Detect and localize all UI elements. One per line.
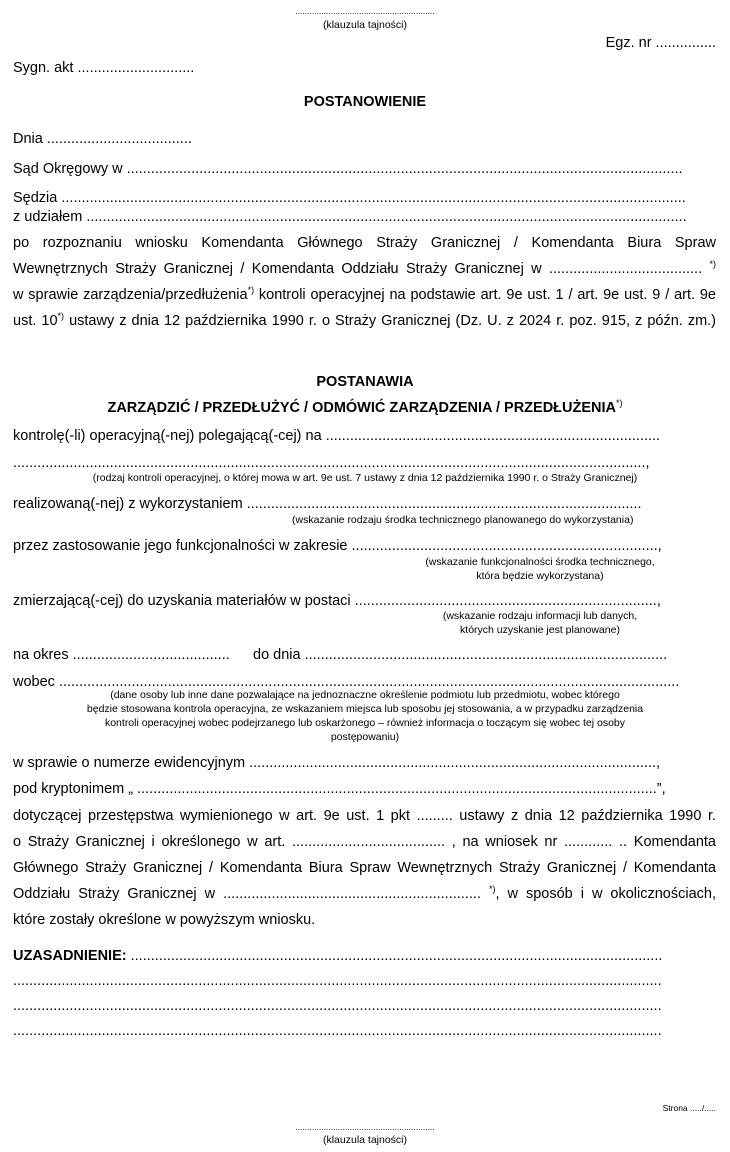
until-date-field: do dnia .......................................................................................... <box>253 647 668 663</box>
justification-line-1: ................................................................................................................................................................. <box>13 973 662 989</box>
functionality-hint-2: która będzie wykorzystana) <box>476 570 604 582</box>
judge-field: Sędzia ........................................................................................................................................................... <box>13 190 686 206</box>
functionality-row: przez zastosowanie jego funkcjonalności w zakresie ............................................................................, <box>13 538 662 554</box>
para1-line3: w sprawie zarządzenia/przedłużenia*) kontroli operacyjnej na podstawie art. 9e ust. 1 / art. 9e ust. 9 / art. 9e <box>13 285 716 303</box>
bottom-clause-dots: ........................................................... <box>295 1122 435 1132</box>
para1-line4: ust. 10*) ustawy z dnia 12 października 1990 r. o Straży Granicznej (Dz. U. z 2024 r. poz. 915, z późn. zm.) <box>13 311 717 329</box>
subject-hint-1: (dane osoby lub inne dane pozwalające na jednoznaczne określenie podmiotu lub przedmiotu, wobec którego <box>110 689 620 701</box>
offence-line-2: o Straży Granicznej i określonego w art. ...................................... , na wniosek nr ............ .. Komendanta <box>13 834 716 850</box>
subject-hint-4: postępowaniu) <box>330 731 400 743</box>
control-type-dots: ............................................................................................................................................................., <box>13 455 650 471</box>
offence-line-1: dotyczącej przestępstwa wymienionego w art. 9e ust. 1 pkt ......... ustawy z dnia 12 października 1990 r. <box>13 808 716 824</box>
justification-line-2: ................................................................................................................................................................. <box>13 998 662 1014</box>
subject-row: wobec .......................................................................................................................................................... <box>13 674 680 690</box>
para1-line2: Wewnętrznych Straży Granicznej / Komendanta Oddziału Straży Granicznej w ...................................... *) <box>13 259 716 277</box>
technical-means-row: realizowaną(-nej) z wykorzystaniem .................................................................................................. <box>13 496 642 512</box>
materials-hint-1: (wskazanie rodzaju informacji lub danych, <box>442 610 638 622</box>
date-field: Dnia .................................... <box>13 131 192 147</box>
copy-number: Egz. nr ............... <box>605 35 716 51</box>
offence-line-5: które zostały określone w powyższym wniosku. <box>13 912 316 928</box>
materials-hint-2: których uzyskanie jest planowane) <box>460 624 620 636</box>
control-type-row: kontrolę(-li) operacyjną(-nej) polegającą(-cej) na ................................................................................... <box>13 428 661 444</box>
top-clause-dots: ........................................................... <box>295 6 435 16</box>
justification-row: UZASADNIENIE: .................................................................................................................................... <box>13 948 663 964</box>
technical-means-hint: (wskazanie rodzaju środka technicznego planowanego do wykorzystania) <box>292 514 634 526</box>
justification-label: UZASADNIENIE: <box>13 948 127 964</box>
page-number: Strona ...../..... <box>662 1103 716 1113</box>
justification-line-3: ................................................................................................................................................................. <box>13 1023 662 1039</box>
case-signature: Sygn. akt ............................. <box>13 60 195 76</box>
functionality-hint-1: (wskazanie funkcjonalności środka technicznego, <box>425 556 655 568</box>
document-title: POSTANOWIENIE <box>303 94 427 110</box>
decision-options: ZARZĄDZIĆ / PRZEDŁUŻYĆ / ODMÓWIĆ ZARZĄDZENIA / PRZEDŁUŻENIA*) <box>107 398 623 416</box>
offence-line-4: Oddziału Straży Granicznej w ................................................................ *), w sposób i w okolicznościach, <box>13 884 716 902</box>
codename-row: pod kryptonimem „ .................................................................................................................................”, <box>13 781 666 797</box>
top-clause-label: (klauzula tajności) <box>322 19 408 31</box>
decides-heading: POSTANAWIA <box>316 374 414 390</box>
subject-hint-3: kontroli operacyjnej wobec podejrzanego lub oskarżonego – również informacja o toczącym się wobec tej osoby <box>104 717 626 729</box>
subject-hint-2: będzie stosowana kontrola operacyjna, ze wskazaniem miejsca lub sposobu jej stosowania, a w przypadku zarządzenia <box>86 703 644 715</box>
participation-field: z udziałem ..................................................................................................................................................... <box>13 209 687 225</box>
case-number-row: w sprawie o numerze ewidencyjnym ....................................................................................................., <box>13 755 661 771</box>
court-field: Sąd Okręgowy w .......................................................................................................................................... <box>13 161 683 177</box>
control-type-hint: (rodzaj kontroli operacyjnej, o której mowa w art. 9e ust. 7 ustawy z dnia 12 października 1990 r. o Straży Granicznej) <box>92 472 638 484</box>
materials-row: zmierzającą(-cej) do uzyskania materiałów w postaci ..........................................................................., <box>13 593 661 609</box>
offence-line-3: Głównego Straży Granicznej / Komendanta Biura Spraw Wewnętrznych Straży Granicznej / Komendanta <box>13 860 716 876</box>
period-field: na okres ....................................... <box>13 647 230 663</box>
bottom-clause-label: (klauzula tajności) <box>322 1134 408 1146</box>
para1-line1: po rozpoznaniu wniosku Komendanta Głównego Straży Granicznej / Komendanta Biura Spraw <box>13 235 716 251</box>
